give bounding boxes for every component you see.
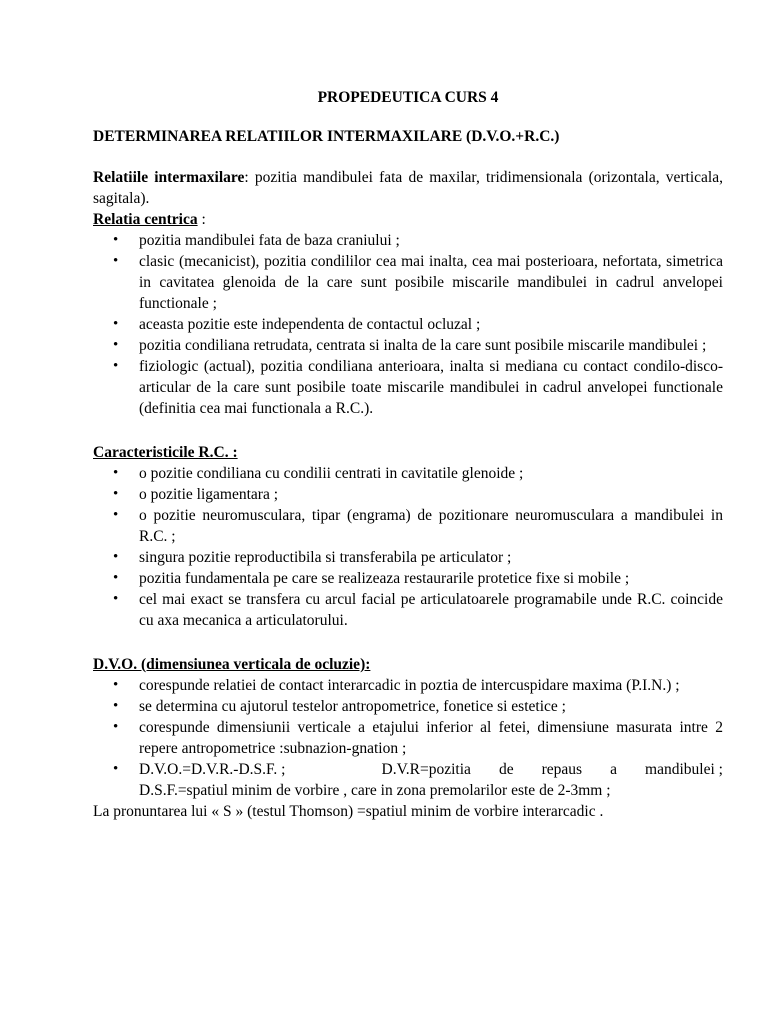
list-item	[93, 717, 723, 759]
list-item-text: clasic (mecanicist), pozitia condililor cea mai inalta, cea mai posterioara, nefortata, simetrica in cavitatea glenoida de la care sunt posibile miscarile mandibulei in cadrul anvelopei functionale ;	[139, 253, 723, 312]
rc-heading-suffix: :	[197, 211, 206, 228]
list-item	[93, 335, 723, 356]
formula-part: de	[498, 761, 514, 778]
rc-list	[93, 230, 723, 419]
list-item	[93, 568, 723, 589]
list-item-text: o pozitie condiliana cu condilii centrati in cavitatile glenoide ;	[139, 465, 524, 482]
list-item	[93, 759, 723, 801]
list-item-text: corespunde relatiei de contact interarcadic in poztia de intercuspidare maxima (P.I.N.) ;	[139, 677, 680, 694]
list-item-text: pozitia fundamentala pe care se realizeaza restaurarile protetice fixe si mobile ;	[139, 570, 630, 587]
list-item-text: o pozitie ligamentara ;	[139, 486, 279, 503]
bullet-icon: •	[113, 677, 119, 693]
document-content	[93, 87, 723, 822]
rc-heading-label: Relatia centrica	[93, 211, 198, 228]
list-item	[93, 463, 723, 484]
list-item	[93, 356, 723, 419]
formula-part: D.V.O.=D.V.R.-D.S.F. ;	[139, 761, 286, 778]
formula-line	[139, 759, 723, 780]
list-item-text: aceasta pozitie este independenta de contactul ocluzal ;	[139, 316, 481, 333]
bullet-icon: •	[113, 486, 119, 502]
list-item	[93, 589, 723, 631]
list-item-text: pozitia mandibulei fata de baza craniului ;	[139, 232, 400, 249]
formula-part: mandibulei ;	[645, 761, 723, 778]
list-item	[93, 251, 723, 314]
list-item	[93, 484, 723, 505]
list-item-text: se determina cu ajutorul testelor antropometrice, fonetice si estetice ;	[139, 698, 566, 715]
closing-text: La pronuntarea lui « S » (testul Thomson) =spatiul minim de vorbire interarcadic .	[93, 803, 604, 820]
bullet-icon: •	[113, 316, 119, 332]
bullet-icon: •	[113, 253, 119, 269]
dvo-heading	[93, 654, 723, 675]
bullet-icon: •	[113, 591, 119, 607]
bullet-icon: •	[113, 698, 119, 714]
bullet-icon: •	[113, 232, 119, 248]
list-item-text: corespunde dimensiunii verticale a etajului inferior al fetei, dimensiune masurata intre 2 repere antropometrice :subnazion-gnation ;	[139, 719, 723, 757]
list-item-text: fiziologic (actual), pozitia condiliana anterioara, inalta si mediana cu contact condilo-disco-articular de la care sunt posibile toate miscarile mandibulei in cadrul anvelopei functionale (definitia cea mai functionala a R.C.).	[139, 358, 723, 417]
list-item-text: pozitia condiliana retrudata, centrata si inalta de la care sunt posibile miscarile mandibulei ;	[139, 337, 707, 354]
list-item-text: singura pozitie reproductibila si transferabila pe articulator ;	[139, 549, 512, 566]
bullet-icon: •	[113, 761, 119, 777]
list-item	[93, 696, 723, 717]
formula-part: a	[610, 761, 618, 778]
formula-line-2: D.S.F.=spatiul minim de vorbire , care in zona premolarilor este de 2-3mm ;	[139, 782, 611, 799]
bullet-icon: •	[113, 719, 119, 735]
list-item	[93, 505, 723, 547]
characteristics-list	[93, 463, 723, 631]
rc-heading	[93, 209, 723, 230]
list-item-text: o pozitie neuromusculara, tipar (engrama) de pozitionare neuromusculara a mandibulei in R.C. ;	[139, 507, 723, 545]
bullet-icon: •	[113, 507, 119, 523]
characteristics-heading-label: Caracteristicile R.C. :	[93, 444, 238, 461]
bullet-icon: •	[113, 549, 119, 565]
list-item	[93, 314, 723, 335]
list-item	[93, 230, 723, 251]
formula-part: repaus	[541, 761, 583, 778]
intro-paragraph	[93, 167, 723, 209]
intro-term: Relatiile intermaxilare	[93, 169, 245, 186]
bullet-icon: •	[113, 570, 119, 586]
dvo-heading-label: D.V.O. (dimensiunea verticala de ocluzie):	[93, 656, 371, 673]
bullet-icon: •	[113, 465, 119, 481]
document-subtitle: DETERMINAREA RELATIILOR INTERMAXILARE (D.V.O.+R.C.)	[93, 128, 560, 145]
document-title: PROPEDEUTICA CURS 4	[317, 89, 499, 106]
characteristics-heading	[93, 442, 723, 463]
list-item	[93, 547, 723, 568]
intro-text: : pozitia mandibulei fata de maxilar, tridimensionala (orizontala, verticala, sagitala).	[93, 169, 723, 207]
bullet-icon: •	[113, 337, 119, 353]
dvo-list	[93, 675, 723, 801]
formula-part: D.V.R=pozitia	[381, 761, 471, 778]
list-item	[93, 675, 723, 696]
bullet-icon: •	[113, 358, 119, 374]
list-item-text: cel mai exact se transfera cu arcul facial pe articulatoarele programabile unde R.C. coincide cu axa mecanica a articulatorului.	[139, 591, 723, 629]
